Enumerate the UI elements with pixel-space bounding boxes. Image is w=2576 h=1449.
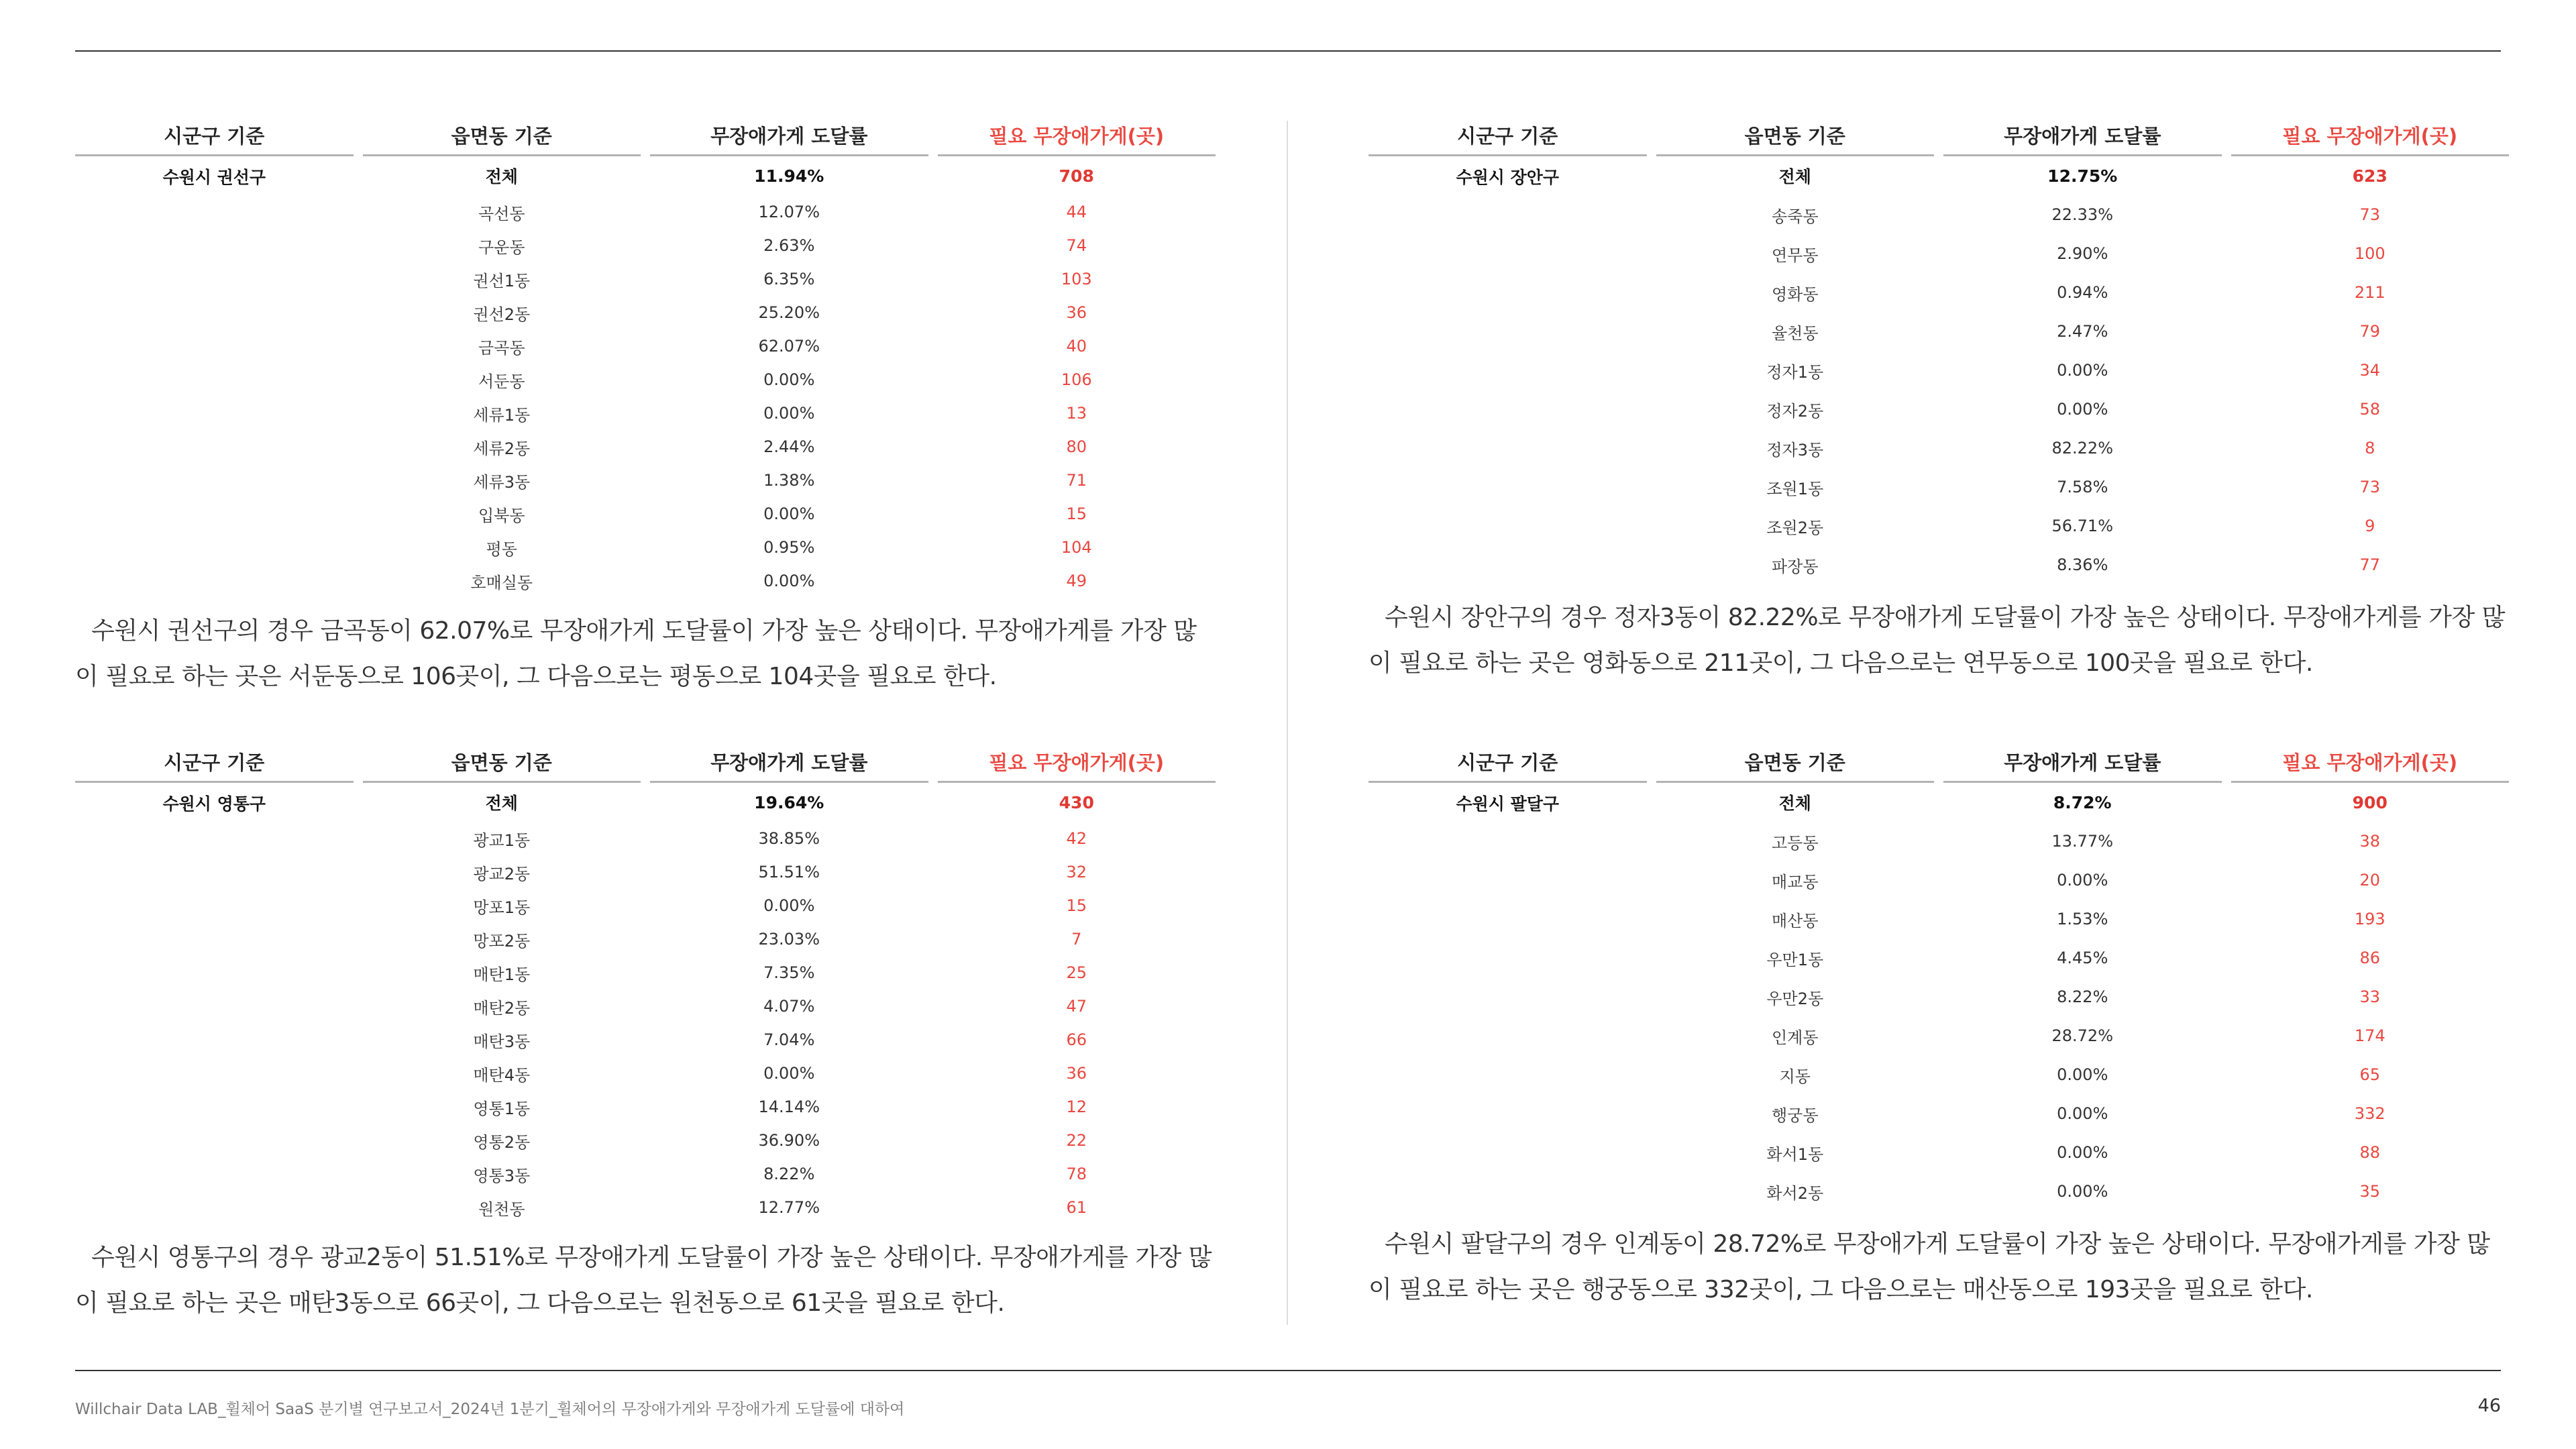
rate-value: 12.07% — [758, 203, 820, 221]
header-required: 필요 무장애가게(곳) — [2231, 742, 2510, 783]
required-value: 13 — [1066, 404, 1087, 423]
header-rate: 무장애가게 도달률 — [650, 742, 928, 783]
dong-name: 세류2동 — [473, 439, 531, 458]
required-value: 32 — [1066, 863, 1087, 881]
rate-value: 0.00% — [763, 896, 815, 915]
dong-name: 고등동 — [1771, 833, 1819, 853]
dong-name: 영통1동 — [473, 1099, 531, 1118]
header-city-level: 시군구 기준 — [1368, 115, 1647, 156]
dong-name: 우만2동 — [1766, 989, 1824, 1008]
dong-name: 율천동 — [1771, 323, 1819, 343]
required-value: 77 — [2359, 555, 2381, 574]
header-city-level: 시군구 기준 — [1368, 742, 1647, 783]
dong-name: 화서1동 — [1766, 1144, 1824, 1164]
required-value: 15 — [1066, 504, 1087, 523]
required-value: 430 — [1059, 792, 1094, 812]
required-value: 73 — [2359, 205, 2381, 224]
required-value: 36 — [1066, 1064, 1087, 1083]
summary-paragraph: 수원시 영통구의 경우 광교2동이 51.51%로 무장애가게 도달률이 가장 높은 상태이다. 무장애가게를 가장 많이 필요로 하는 곳은 매탄3동으로 66곳이, 그 다음으로는 원천동으로 61곳을 필요로 한다. — [75, 1244, 1212, 1317]
header-dong-level: 읍면동 기준 — [363, 742, 641, 783]
dong-name: 원천동 — [478, 1199, 525, 1219]
rate-value: 0.94% — [2057, 283, 2108, 302]
rate-value: 7.58% — [2057, 478, 2108, 496]
dong-name: 서둔동 — [478, 372, 525, 391]
rate-value: 22.33% — [2051, 205, 2113, 224]
rate-value: 25.20% — [758, 303, 820, 322]
rate-value: 11.94% — [754, 166, 824, 186]
required-value: 35 — [2359, 1182, 2381, 1201]
rate-value: 23.03% — [758, 930, 820, 949]
rate-value: 0.00% — [2057, 361, 2108, 380]
required-value: 708 — [1059, 166, 1094, 186]
required-value: 9 — [2365, 517, 2375, 535]
dong-name: 연무동 — [1771, 246, 1819, 265]
rate-value: 82.22% — [2051, 439, 2113, 458]
column-divider — [1287, 121, 1288, 1325]
required-value: 174 — [2354, 1026, 2385, 1045]
dong-name: 전체 — [485, 794, 518, 813]
rate-value: 6.35% — [763, 270, 815, 288]
required-value: 900 — [2352, 792, 2387, 812]
gwonseon-table — [75, 115, 1216, 598]
dong-name: 매탄3동 — [473, 1032, 531, 1051]
rate-value: 0.00% — [763, 572, 815, 590]
required-value: 22 — [1066, 1131, 1087, 1150]
required-value: 47 — [1066, 997, 1087, 1016]
required-value: 86 — [2359, 949, 2381, 967]
summary-paragraph: 수원시 장안구의 경우 정자3동이 82.22%로 무장애가게 도달률이 가장 높은 상태이다. 무장애가게를 가장 많이 필요로 하는 곳은 영화동으로 211곳이, 그 다음으로는 연무동으로 100곳을 필요로 한다. — [1368, 604, 2505, 677]
rate-value: 13.77% — [2051, 832, 2113, 851]
dong-name: 영화동 — [1771, 284, 1819, 304]
header-required: 필요 무장애가게(곳) — [938, 742, 1216, 783]
yeongtong-table — [75, 742, 1216, 1224]
table-row-total — [1368, 156, 2509, 195]
summary-paragraph: 수원시 팔달구의 경우 인계동이 28.72%로 무장애가게 도달률이 가장 높은 상태이다. 무장애가게를 가장 많이 필요로 하는 곳은 행궁동으로 332곳이, 그 다음으로는 매산동으로 193곳을 필요로 한다. — [1368, 1230, 2490, 1303]
dong-name: 평동 — [486, 539, 517, 559]
rate-value: 12.75% — [2047, 166, 2118, 186]
dong-name: 권선1동 — [473, 271, 531, 290]
dong-name: 화서2동 — [1766, 1183, 1824, 1203]
rate-value: 2.44% — [763, 437, 815, 456]
required-value: 44 — [1066, 203, 1087, 221]
rate-value: 0.00% — [2057, 1182, 2108, 1201]
dong-name: 정자1동 — [1766, 362, 1824, 382]
dong-name: 곡선동 — [478, 204, 525, 223]
dong-name: 구운동 — [478, 237, 525, 257]
rate-value: 56.71% — [2051, 517, 2113, 535]
required-value: 78 — [1066, 1165, 1087, 1183]
region-label: 수원시 영통구 — [162, 794, 266, 814]
top-rule — [75, 50, 2501, 52]
rate-value: 4.45% — [2057, 949, 2108, 967]
dong-name: 조원1동 — [1766, 479, 1824, 498]
dong-name: 매산동 — [1771, 911, 1819, 930]
required-value: 65 — [2359, 1065, 2381, 1084]
required-value: 12 — [1066, 1097, 1087, 1116]
header-dong-level: 읍면동 기준 — [1656, 115, 1935, 156]
required-value: 8 — [2365, 439, 2375, 458]
section-gwonseon — [75, 115, 1216, 700]
dong-name: 호매실동 — [470, 573, 533, 592]
header-required: 필요 무장애가게(곳) — [2231, 115, 2510, 156]
dong-name: 권선2동 — [473, 305, 531, 324]
rate-value: 8.72% — [2053, 792, 2112, 812]
dong-name: 행궁동 — [1771, 1106, 1819, 1125]
required-value: 100 — [2354, 244, 2385, 263]
dong-name: 매탄4동 — [473, 1065, 531, 1085]
rate-value: 1.53% — [2057, 910, 2108, 928]
dong-name: 전체 — [1778, 794, 1811, 813]
rate-value: 4.07% — [763, 997, 815, 1016]
section-jangan — [1368, 115, 2509, 686]
required-value: 20 — [2359, 871, 2381, 890]
rate-value: 0.00% — [2057, 871, 2108, 890]
dong-name: 지동 — [1779, 1067, 1811, 1086]
rate-value: 1.38% — [763, 471, 815, 490]
rate-value: 0.00% — [763, 404, 815, 423]
table-row-total — [75, 783, 1216, 822]
dong-name: 금곡동 — [478, 338, 525, 358]
dong-name: 광교1동 — [473, 830, 531, 850]
bottom-rule — [75, 1370, 2501, 1371]
rate-value: 8.22% — [2057, 987, 2108, 1006]
header-dong-level: 읍면동 기준 — [363, 115, 641, 156]
required-value: 49 — [1066, 572, 1087, 590]
rate-value: 38.85% — [758, 829, 820, 848]
rate-value: 2.47% — [2057, 322, 2108, 341]
required-value: 88 — [2359, 1143, 2381, 1162]
dong-name: 세류1동 — [473, 405, 531, 425]
dong-name: 영통3동 — [473, 1166, 531, 1185]
required-value: 80 — [1066, 437, 1087, 456]
required-value: 7 — [1071, 930, 1082, 949]
required-value: 36 — [1066, 303, 1087, 322]
rate-value: 7.04% — [763, 1030, 815, 1049]
dong-name: 망포2동 — [473, 931, 531, 951]
header-dong-level: 읍면동 기준 — [1656, 742, 1935, 783]
region-label: 수원시 권선구 — [162, 168, 266, 187]
rate-value: 0.95% — [763, 538, 815, 557]
dong-name: 전체 — [485, 167, 518, 186]
required-value: 38 — [2359, 832, 2381, 851]
rate-value: 7.35% — [763, 963, 815, 982]
required-value: 66 — [1066, 1030, 1087, 1049]
required-value: 71 — [1066, 471, 1087, 490]
region-label: 수원시 팔달구 — [1456, 794, 1560, 814]
rate-value: 12.77% — [758, 1198, 820, 1217]
footer-report-title: Willchair Data LAB_휠체어 SaaS 분기별 연구보고서_2024년 1분기_휠체어의 무장애가게와 무장애가게 도달률에 대하여 — [75, 1401, 905, 1418]
required-value: 623 — [2352, 166, 2387, 186]
rate-value: 28.72% — [2051, 1026, 2113, 1045]
page-number: 46 — [2477, 1395, 2501, 1416]
required-value: 103 — [1061, 270, 1092, 288]
rate-value: 0.00% — [763, 1064, 815, 1083]
required-value: 104 — [1061, 538, 1092, 557]
required-value: 34 — [2359, 361, 2381, 380]
jangan-table — [1368, 115, 2509, 584]
required-value: 74 — [1066, 236, 1087, 255]
dong-name: 매탄1동 — [473, 965, 531, 984]
table-row-total — [1368, 783, 2509, 822]
dong-name: 광교2동 — [473, 864, 531, 883]
required-value: 79 — [2359, 322, 2381, 341]
required-value: 211 — [2354, 283, 2385, 302]
dong-name: 정자3동 — [1766, 440, 1824, 460]
rate-value: 0.00% — [763, 504, 815, 523]
dong-name: 인계동 — [1771, 1028, 1819, 1047]
section-paldal — [1368, 742, 2509, 1313]
required-value: 40 — [1066, 337, 1087, 356]
header-rate: 무장애가게 도달률 — [650, 115, 928, 156]
section-yeongtong — [75, 742, 1216, 1326]
rate-value: 0.00% — [2057, 1143, 2108, 1162]
required-value: 332 — [2354, 1104, 2385, 1123]
rate-value: 36.90% — [758, 1131, 820, 1150]
rate-value: 0.00% — [2057, 400, 2108, 419]
rate-value: 8.36% — [2057, 555, 2108, 574]
rate-value: 19.64% — [754, 792, 824, 812]
paldal-table — [1368, 742, 2509, 1211]
rate-value: 14.14% — [758, 1097, 820, 1116]
required-value: 15 — [1066, 896, 1087, 915]
dong-name: 영통2동 — [473, 1132, 531, 1152]
dong-name: 우만1동 — [1766, 950, 1824, 969]
rate-value: 0.00% — [2057, 1065, 2108, 1084]
dong-name: 송죽동 — [1771, 207, 1819, 226]
dong-name: 조원2동 — [1766, 518, 1824, 537]
table-row-total — [75, 156, 1216, 195]
region-label: 수원시 장안구 — [1456, 168, 1560, 187]
required-value: 42 — [1066, 829, 1087, 848]
dong-name: 세류3동 — [473, 472, 531, 492]
required-value: 61 — [1066, 1198, 1087, 1217]
dong-name: 망포1동 — [473, 898, 531, 917]
summary-paragraph: 수원시 권선구의 경우 금곡동이 62.07%로 무장애가게 도달률이 가장 높은 상태이다. 무장애가게를 가장 많이 필요로 하는 곳은 서둔동으로 106곳이, 그 다음으로는 평동으로 104곳을 필요로 한다. — [75, 617, 1197, 690]
rate-value: 2.63% — [763, 236, 815, 255]
header-rate: 무장애가게 도달률 — [1943, 742, 2222, 783]
header-rate: 무장애가게 도달률 — [1943, 115, 2222, 156]
required-value: 193 — [2354, 910, 2385, 928]
required-value: 25 — [1066, 963, 1087, 982]
header-city-level: 시군구 기준 — [75, 115, 354, 156]
dong-name: 파장동 — [1771, 557, 1819, 576]
header-city-level: 시군구 기준 — [75, 742, 354, 783]
required-value: 106 — [1061, 370, 1092, 389]
rate-value: 0.00% — [2057, 1104, 2108, 1123]
required-value: 33 — [2359, 987, 2381, 1006]
rate-value: 2.90% — [2057, 244, 2108, 263]
required-value: 58 — [2359, 400, 2381, 419]
dong-name: 매교동 — [1771, 872, 1819, 892]
rate-value: 0.00% — [763, 370, 815, 389]
dong-name: 전체 — [1778, 167, 1811, 186]
header-required: 필요 무장애가게(곳) — [938, 115, 1216, 156]
required-value: 73 — [2359, 478, 2381, 496]
dong-name: 정자2동 — [1766, 401, 1824, 421]
rate-value: 51.51% — [758, 863, 820, 881]
rate-value: 8.22% — [763, 1165, 815, 1183]
rate-value: 62.07% — [758, 337, 820, 356]
dong-name: 매탄2동 — [473, 998, 531, 1018]
dong-name: 입북동 — [478, 506, 525, 525]
